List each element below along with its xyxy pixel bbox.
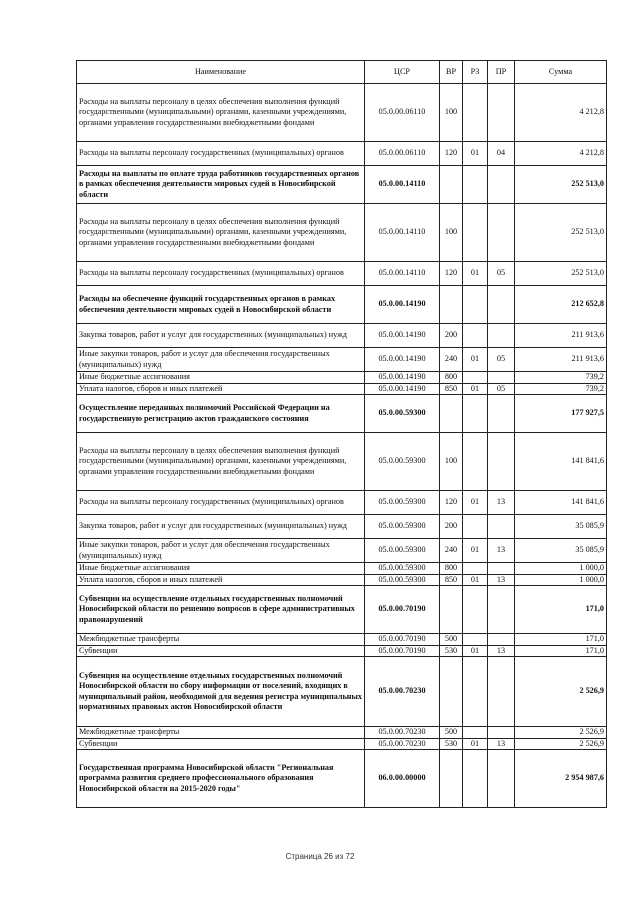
cell-rz: 01 bbox=[463, 491, 488, 515]
cell-vr: 800 bbox=[440, 372, 463, 384]
cell-csr: 05.0.00.70230 bbox=[365, 738, 440, 750]
table-row bbox=[77, 738, 607, 750]
cell-name: Расходы на выплаты персоналу в целях обеспечения выполнения функций государственными (муниципальными) органами, казенными учреждениями, органами управления государственными внебюджетными фондами bbox=[77, 433, 365, 491]
cell-sum: 1 000,0 bbox=[515, 574, 607, 586]
cell-rz: 01 bbox=[463, 539, 488, 563]
cell-pr: 04 bbox=[488, 142, 515, 166]
cell-vr: 120 bbox=[440, 491, 463, 515]
cell-name: Межбюджетные трансферты bbox=[77, 634, 365, 646]
cell-csr: 05.0.00.59300 bbox=[365, 515, 440, 539]
table-row bbox=[77, 657, 607, 727]
cell-rz bbox=[463, 515, 488, 539]
cell-pr bbox=[488, 166, 515, 204]
table-row bbox=[77, 372, 607, 384]
cell-name: Расходы на выплаты персоналу в целях обеспечения выполнения функций государственными (муниципальными) органами, казенными учреждениями, органами управления государственными внебюджетными фондами bbox=[77, 204, 365, 262]
cell-rz: 01 bbox=[463, 348, 488, 372]
cell-pr bbox=[488, 634, 515, 646]
cell-name: Иные бюджетные ассигнования bbox=[77, 372, 365, 384]
cell-csr: 05.0.00.70190 bbox=[365, 586, 440, 634]
cell-sum: 35 085,9 bbox=[515, 515, 607, 539]
cell-sum: 1 000,0 bbox=[515, 563, 607, 575]
cell-csr: 05.0.00.14190 bbox=[365, 348, 440, 372]
cell-name: Осуществление переданных полномочий Российской Федерации на государственную регистрацию актов гражданского состояния bbox=[77, 395, 365, 433]
cell-csr: 05.0.00.14190 bbox=[365, 383, 440, 395]
cell-rz bbox=[463, 634, 488, 646]
cell-name: Закупка товаров, работ и услуг для государственных (муниципальных) нужд bbox=[77, 515, 365, 539]
cell-csr: 05.0.00.70190 bbox=[365, 645, 440, 657]
cell-pr bbox=[488, 727, 515, 739]
cell-sum: 212 652,8 bbox=[515, 286, 607, 324]
table-row bbox=[77, 166, 607, 204]
cell-rz: 01 bbox=[463, 383, 488, 395]
cell-pr bbox=[488, 515, 515, 539]
header-name: Наименование bbox=[77, 61, 365, 84]
cell-rz bbox=[463, 324, 488, 348]
cell-csr: 05.0.00.70230 bbox=[365, 727, 440, 739]
cell-pr: 05 bbox=[488, 348, 515, 372]
cell-name: Закупка товаров, работ и услуг для государственных (муниципальных) нужд bbox=[77, 324, 365, 348]
cell-name: Расходы на выплаты персоналу в целях обеспечения выполнения функций государственными (муниципальными) органами, казенными учреждениями, органами управления государственными внебюджетными фондами bbox=[77, 84, 365, 142]
cell-rz bbox=[463, 727, 488, 739]
cell-csr: 05.0.00.14110 bbox=[365, 262, 440, 286]
cell-name: Иные закупки товаров, работ и услуг для обеспечения государственных (муниципальных) нужд bbox=[77, 539, 365, 563]
table-row bbox=[77, 324, 607, 348]
cell-pr bbox=[488, 433, 515, 491]
cell-vr: 850 bbox=[440, 574, 463, 586]
cell-pr bbox=[488, 286, 515, 324]
cell-name: Иные закупки товаров, работ и услуг для обеспечения государственных (муниципальных) нужд bbox=[77, 348, 365, 372]
budget-table bbox=[76, 60, 607, 808]
cell-csr: 05.0.00.14190 bbox=[365, 286, 440, 324]
cell-name: Субвенции bbox=[77, 645, 365, 657]
cell-name: Расходы на выплаты персоналу государственных (муниципальных) органов bbox=[77, 142, 365, 166]
cell-vr: 240 bbox=[440, 539, 463, 563]
table-row bbox=[77, 348, 607, 372]
cell-pr bbox=[488, 324, 515, 348]
cell-sum: 4 212,8 bbox=[515, 142, 607, 166]
cell-csr: 05.0.00.06110 bbox=[365, 142, 440, 166]
cell-sum: 2 526,9 bbox=[515, 738, 607, 750]
cell-sum: 2 526,9 bbox=[515, 727, 607, 739]
cell-name: Субвенции на осуществление отдельных государственных полномочий Новосибирской области по решению вопросов в сфере административных правонарушений bbox=[77, 586, 365, 634]
table-row bbox=[77, 586, 607, 634]
cell-csr: 05.0.00.70230 bbox=[365, 657, 440, 727]
cell-pr bbox=[488, 586, 515, 634]
cell-vr: 500 bbox=[440, 727, 463, 739]
cell-sum: 171,0 bbox=[515, 634, 607, 646]
table-row bbox=[77, 286, 607, 324]
cell-sum: 252 513,0 bbox=[515, 166, 607, 204]
cell-pr: 13 bbox=[488, 645, 515, 657]
cell-csr: 05.0.00.70190 bbox=[365, 634, 440, 646]
cell-name: Субвенции bbox=[77, 738, 365, 750]
cell-csr: 05.0.00.14110 bbox=[365, 166, 440, 204]
cell-pr bbox=[488, 750, 515, 808]
table-header-row bbox=[77, 61, 607, 84]
table-row bbox=[77, 262, 607, 286]
cell-vr: 850 bbox=[440, 383, 463, 395]
cell-name: Расходы на выплаты по оплате труда работников государственных органов в рамках обеспечения деятельности мировых судей в Новосибирской области bbox=[77, 166, 365, 204]
table-row bbox=[77, 84, 607, 142]
cell-sum: 171,0 bbox=[515, 645, 607, 657]
table-row bbox=[77, 383, 607, 395]
cell-name: Уплата налогов, сборов и иных платежей bbox=[77, 574, 365, 586]
cell-rz bbox=[463, 204, 488, 262]
cell-sum: 252 513,0 bbox=[515, 262, 607, 286]
table-row bbox=[77, 142, 607, 166]
cell-rz: 01 bbox=[463, 574, 488, 586]
cell-rz bbox=[463, 657, 488, 727]
cell-sum: 252 513,0 bbox=[515, 204, 607, 262]
cell-rz bbox=[463, 433, 488, 491]
cell-vr: 100 bbox=[440, 433, 463, 491]
cell-vr: 500 bbox=[440, 634, 463, 646]
cell-pr: 13 bbox=[488, 738, 515, 750]
cell-pr: 05 bbox=[488, 383, 515, 395]
table-row bbox=[77, 491, 607, 515]
cell-csr: 05.0.00.59300 bbox=[365, 395, 440, 433]
cell-rz: 01 bbox=[463, 645, 488, 657]
cell-sum: 739,2 bbox=[515, 372, 607, 384]
cell-pr bbox=[488, 204, 515, 262]
cell-vr: 100 bbox=[440, 84, 463, 142]
cell-sum: 739,2 bbox=[515, 383, 607, 395]
cell-vr bbox=[440, 657, 463, 727]
cell-pr: 13 bbox=[488, 539, 515, 563]
table-row bbox=[77, 515, 607, 539]
cell-pr bbox=[488, 395, 515, 433]
cell-rz bbox=[463, 395, 488, 433]
cell-rz bbox=[463, 586, 488, 634]
table-row bbox=[77, 727, 607, 739]
cell-sum: 141 841,6 bbox=[515, 491, 607, 515]
cell-sum: 171,0 bbox=[515, 586, 607, 634]
cell-vr bbox=[440, 166, 463, 204]
cell-pr: 05 bbox=[488, 262, 515, 286]
cell-vr: 120 bbox=[440, 142, 463, 166]
table-row bbox=[77, 395, 607, 433]
cell-vr: 200 bbox=[440, 324, 463, 348]
cell-name: Государственная программа Новосибирской области "Региональная программа развития среднего профессионального образования Новосибирской области на 2015-2020 годы" bbox=[77, 750, 365, 808]
cell-csr: 05.0.00.14190 bbox=[365, 372, 440, 384]
cell-name: Субвенция на осуществление отдельных государственных полномочий Новосибирской области по сбору информации от поселений, входящих в муниципальный район, необходимой для ведения регистра муниципальных нормативных правовых актов Новосибирской области bbox=[77, 657, 365, 727]
cell-csr: 05.0.00.06110 bbox=[365, 84, 440, 142]
cell-pr bbox=[488, 657, 515, 727]
cell-rz bbox=[463, 286, 488, 324]
cell-sum: 35 085,9 bbox=[515, 539, 607, 563]
cell-sum: 211 913,6 bbox=[515, 324, 607, 348]
cell-sum: 141 841,6 bbox=[515, 433, 607, 491]
cell-rz bbox=[463, 84, 488, 142]
cell-rz: 01 bbox=[463, 262, 488, 286]
cell-vr: 120 bbox=[440, 262, 463, 286]
cell-sum: 2 954 987,6 bbox=[515, 750, 607, 808]
cell-rz bbox=[463, 166, 488, 204]
table-row bbox=[77, 645, 607, 657]
table-row bbox=[77, 574, 607, 586]
cell-vr: 530 bbox=[440, 645, 463, 657]
cell-name: Расходы на выплаты персоналу государственных (муниципальных) органов bbox=[77, 262, 365, 286]
cell-sum: 211 913,6 bbox=[515, 348, 607, 372]
table-row bbox=[77, 563, 607, 575]
cell-sum: 2 526,9 bbox=[515, 657, 607, 727]
table-row bbox=[77, 750, 607, 808]
cell-pr bbox=[488, 563, 515, 575]
cell-pr: 13 bbox=[488, 574, 515, 586]
cell-sum: 4 212,8 bbox=[515, 84, 607, 142]
cell-csr: 05.0.00.14190 bbox=[365, 324, 440, 348]
table-row bbox=[77, 433, 607, 491]
cell-name: Межбюджетные трансферты bbox=[77, 727, 365, 739]
cell-rz: 01 bbox=[463, 142, 488, 166]
cell-vr bbox=[440, 586, 463, 634]
table-row bbox=[77, 539, 607, 563]
cell-csr: 05.0.00.59300 bbox=[365, 539, 440, 563]
header-rz: РЗ bbox=[463, 61, 488, 84]
cell-name: Уплата налогов, сборов и иных платежей bbox=[77, 383, 365, 395]
cell-name: Расходы на обеспечение функций государственных органов в рамках обеспечения деятельности мировых судей в Новосибирской области bbox=[77, 286, 365, 324]
cell-vr: 200 bbox=[440, 515, 463, 539]
table-row bbox=[77, 204, 607, 262]
cell-pr bbox=[488, 84, 515, 142]
cell-vr: 800 bbox=[440, 563, 463, 575]
header-pr: ПР bbox=[488, 61, 515, 84]
cell-rz bbox=[463, 372, 488, 384]
cell-vr: 100 bbox=[440, 204, 463, 262]
cell-vr: 530 bbox=[440, 738, 463, 750]
cell-name: Иные бюджетные ассигнования bbox=[77, 563, 365, 575]
cell-csr: 06.0.00.00000 bbox=[365, 750, 440, 808]
cell-csr: 05.0.00.59300 bbox=[365, 433, 440, 491]
cell-rz bbox=[463, 563, 488, 575]
cell-rz bbox=[463, 750, 488, 808]
cell-sum: 177 927,5 bbox=[515, 395, 607, 433]
cell-pr: 13 bbox=[488, 491, 515, 515]
cell-name: Расходы на выплаты персоналу государственных (муниципальных) органов bbox=[77, 491, 365, 515]
cell-csr: 05.0.00.14110 bbox=[365, 204, 440, 262]
cell-csr: 05.0.00.59300 bbox=[365, 491, 440, 515]
cell-csr: 05.0.00.59300 bbox=[365, 574, 440, 586]
header-sum: Сумма bbox=[515, 61, 607, 84]
page-number: Страница 26 из 72 bbox=[285, 852, 355, 861]
cell-vr bbox=[440, 750, 463, 808]
cell-vr bbox=[440, 395, 463, 433]
cell-vr bbox=[440, 286, 463, 324]
cell-pr bbox=[488, 372, 515, 384]
cell-rz: 01 bbox=[463, 738, 488, 750]
header-csr: ЦСР bbox=[365, 61, 440, 84]
cell-csr: 05.0.00.59300 bbox=[365, 563, 440, 575]
header-vr: ВР bbox=[440, 61, 463, 84]
table-row bbox=[77, 634, 607, 646]
cell-vr: 240 bbox=[440, 348, 463, 372]
